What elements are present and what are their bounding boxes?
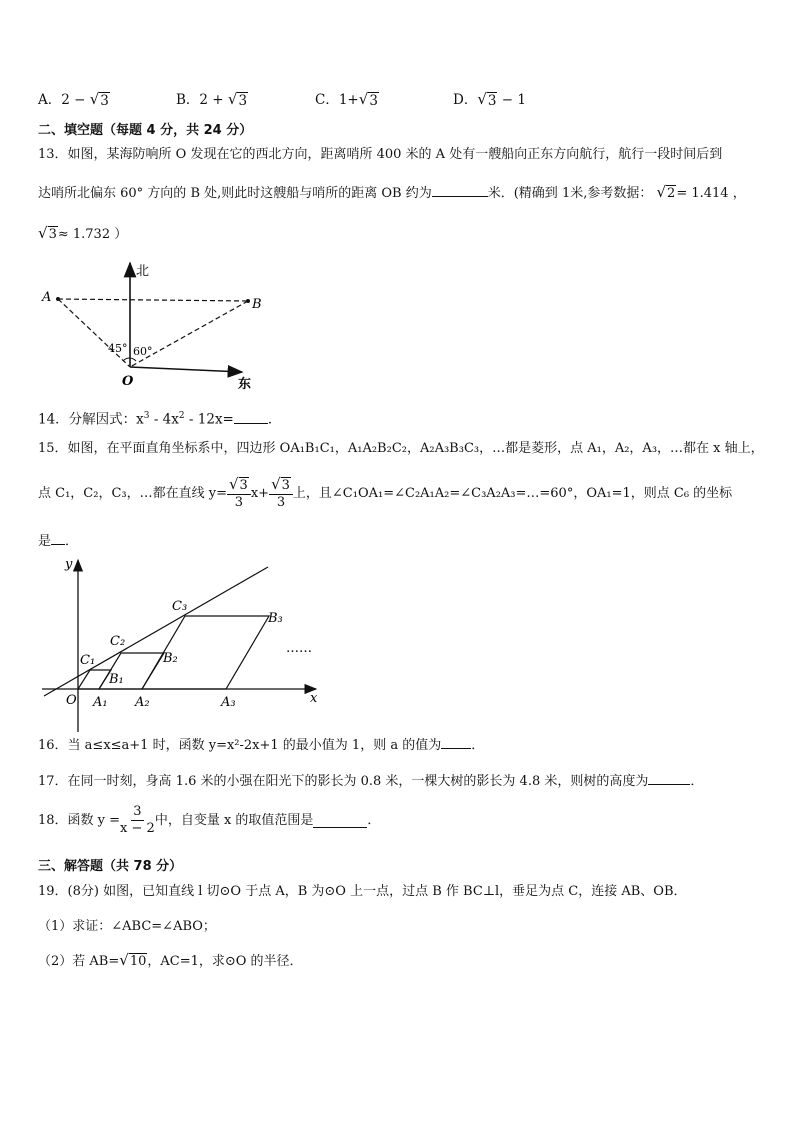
sqrt: √ 3 xyxy=(358,90,378,109)
q19-part2: （2）若 AB= √ 10 ，AC=1，求⊙O 的半径． xyxy=(38,951,303,969)
label-angle-60: 60° xyxy=(133,345,153,358)
answer-blank[interactable] xyxy=(432,182,488,197)
q19-part1: （1）求证：∠ABC=∠ABO； xyxy=(38,919,216,934)
option-c: C．1+ √ 3 xyxy=(315,90,378,109)
answer-blank[interactable] xyxy=(648,770,690,785)
figure-q15 xyxy=(36,556,326,734)
label-b: B xyxy=(252,297,262,312)
answer-blank[interactable] xyxy=(313,813,367,828)
answer-blank[interactable] xyxy=(441,734,471,749)
rhombus-1 xyxy=(78,670,111,689)
q15-line2: 点 C₁，C₂，C₃，…都在直线 y= √ 3 3 x+ √ 3 3 上，且∠C₁OA₁=∠C₂A₁A₂=∠C₃A₂A₃=…=60°，OA₁=1，则点 C₆ 的坐标 xyxy=(38,475,733,510)
q15-line3: 是 ． xyxy=(38,530,78,551)
section-heading-solve: 三、解答题（共 78 分） xyxy=(38,859,183,874)
q19-stem: 19．(8分) 如图，已知直线 l 切⊙O 于点 A，B 为⊙O 上一点，过点 B 作 BC⊥l，垂足为点 C，连接 AB、OB． xyxy=(38,884,687,899)
option-b: B．2 + √ 3 xyxy=(176,90,248,109)
segment-ao xyxy=(58,299,130,367)
option-d: D． √ 3 − 1 xyxy=(453,90,526,109)
label-b2: B₂ xyxy=(163,651,178,666)
section-heading-fill-blank: 二、填空题（每题 4 分，共 24 分） xyxy=(38,123,253,138)
label-angle-45: 45° xyxy=(108,342,128,355)
q16: 16．当 a≤x≤a+1 时，函数 y=x²-2x+1 的最小值为 1，则 a 的值为 ． xyxy=(38,734,484,755)
label-b1: B₁ xyxy=(109,672,124,687)
label-a3: A₃ xyxy=(221,695,236,710)
fraction: $\frac{3}{x - 2}$ xyxy=(120,804,155,836)
label-a1: A₁ xyxy=(93,695,108,710)
q13-line2: 达哨所北偏东 60° 方向的 B 处,则此时这艘船与哨所的距离 OB 约为 米．(精确到 1米,参考数据： √ 2 = 1.414 ， xyxy=(38,183,746,201)
label-c2: C₂ xyxy=(110,634,126,649)
sqrt: √ 3 xyxy=(38,224,57,242)
q14: 14．分解因式：$x^3 - 4x^2 - 12x=$ ． xyxy=(38,407,281,429)
label-b3: B₃ xyxy=(268,611,283,626)
q15-line1: 15．如图，在平面直角坐标系中，四边形 OA₁B₁C₁，A₁A₂B₂C₂，A₂A₃B₃C₃，…都是菱形，点 A₁，A₂，A₃，…都在 x 轴上， xyxy=(38,441,764,456)
label-c3: C₃ xyxy=(172,599,188,614)
q13-line3: √ 3 ≈ 1.732 ） xyxy=(38,224,128,242)
label-north: 北 xyxy=(136,264,150,279)
fraction: √ 3 3 xyxy=(227,476,251,511)
label-east: 东 xyxy=(238,377,252,392)
east-axis xyxy=(130,367,242,372)
answer-blank[interactable] xyxy=(234,409,268,424)
label-a: A xyxy=(42,290,52,305)
sqrt: √ 2 xyxy=(656,183,676,201)
label-x: x xyxy=(310,691,318,706)
label-ellipsis: …… xyxy=(286,641,312,656)
sqrt: √ 3 xyxy=(89,90,109,109)
sqrt: √ 3 xyxy=(227,90,248,109)
label-o: O xyxy=(66,693,77,708)
point-a xyxy=(56,297,60,301)
label-a2: A₂ xyxy=(135,695,150,710)
q18: 18．函数 y = $\frac{3}{x - 2}$ 中，自变量 x 的取值范围是 ． xyxy=(38,804,381,836)
sqrt: √ 10 xyxy=(119,951,147,969)
option-a: A．2 − √ 3 xyxy=(38,90,109,109)
segment-ab xyxy=(58,299,248,301)
q17: 17．在同一时刻，身高 1.6 米的小强在阳光下的影长为 0.8 米，一棵大树的影长为 4.8 米，则树的高度为 ． xyxy=(38,770,703,791)
sqrt: √ 3 xyxy=(477,90,497,109)
fraction: √ 3 3 xyxy=(269,476,293,511)
answer-blank[interactable] xyxy=(51,530,65,545)
label-y: y xyxy=(65,557,73,572)
label-c1: C₁ xyxy=(80,653,96,668)
point-b xyxy=(246,299,250,303)
q13-line1: 13．如图，某海防响所 O 发现在它的西北方向，距离哨所 400 米的 A 处有一艘船向正东方向航行，航行一段时间后到 xyxy=(38,147,723,162)
figure-q13 xyxy=(30,255,270,395)
label-o: O xyxy=(122,374,134,389)
